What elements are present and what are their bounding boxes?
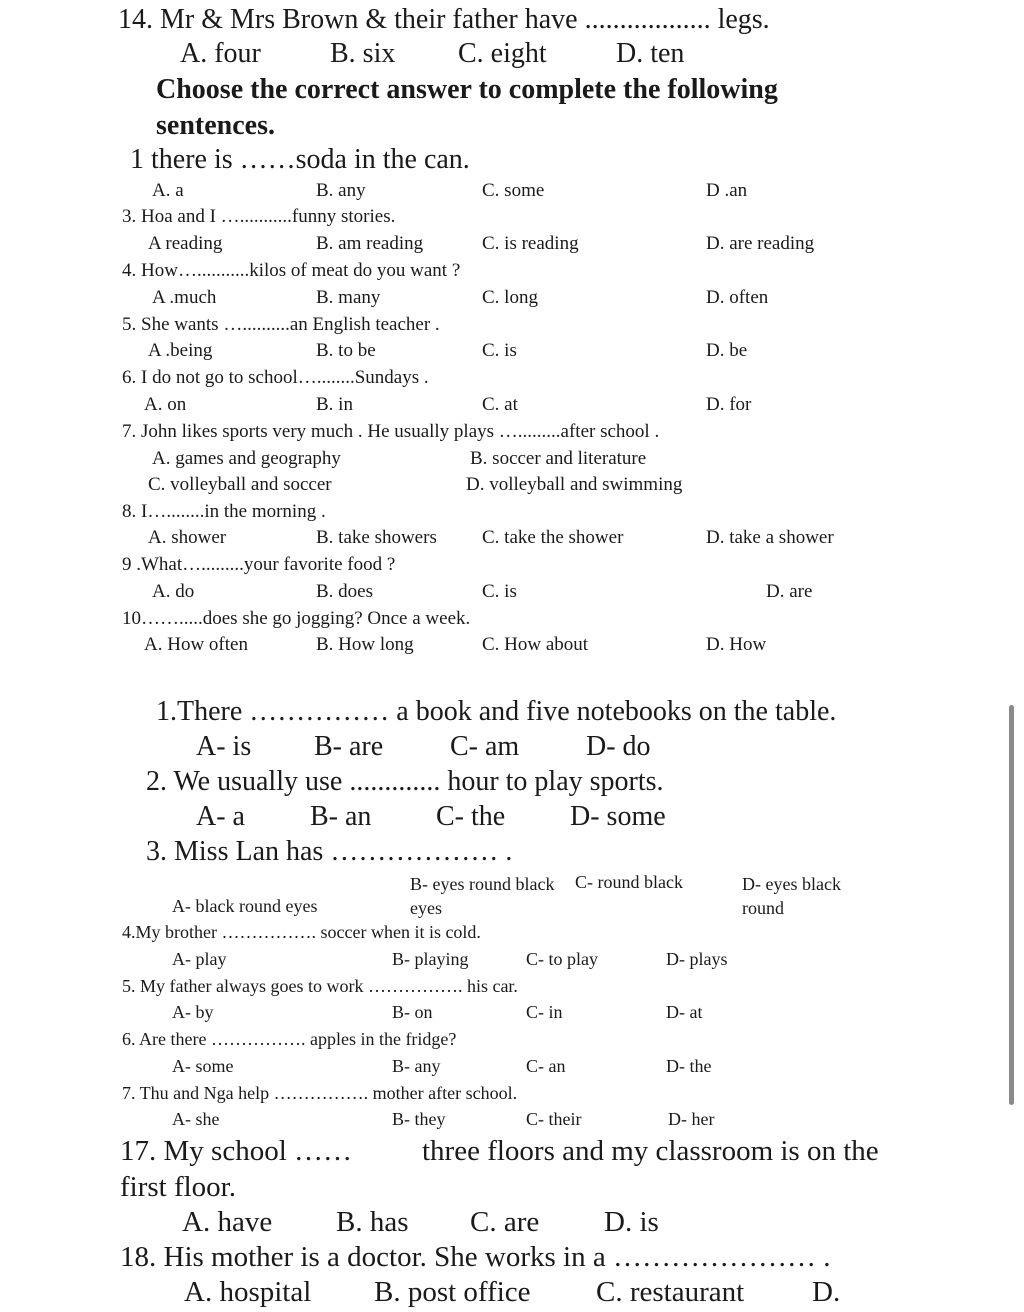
pb-q7-opt-a: A- she: [172, 1109, 220, 1129]
q17-question-part-2: three floors and my classroom is on the: [422, 1135, 879, 1167]
pa-q4-opt-d: D. often: [706, 287, 769, 308]
pb-q1-opt-a: A- is: [196, 731, 252, 762]
pa-q3-opt-a: A reading: [148, 233, 223, 254]
pa-q7-opt-c: C. volleyball and soccer: [148, 474, 332, 495]
pa-q6-opt-d: D. for: [706, 394, 752, 415]
pa-q9-question: 9 .What….........your favorite food ?: [122, 554, 396, 575]
pa-q3-opt-c: C. is reading: [482, 233, 579, 254]
pa-q3-opt-d: D. are reading: [706, 233, 815, 254]
pa-q3-opt-b: B. am reading: [316, 233, 424, 254]
pb-q3-opt-d: D- eyes black round: [742, 874, 841, 918]
pb-q3-question: 3. Miss Lan has ……………… .: [146, 836, 513, 867]
pa-q9-opt-d: D. are: [766, 581, 813, 602]
pb-q2-opt-a: A- a: [196, 801, 245, 832]
pb-q5-opt-c: C- in: [526, 1002, 563, 1022]
pa-q6-opt-c: C. at: [482, 394, 518, 415]
pb-q2-question: 2. We usually use ............. hour to play sports.: [146, 766, 664, 797]
pb-q4-opt-c: C- to play: [526, 949, 598, 969]
pb-q1-opt-b: B- are: [314, 731, 384, 762]
pb-q2-opt-b: B- an: [310, 801, 372, 832]
vertical-scrollbar[interactable]: [1009, 705, 1014, 1105]
pb-q5-opt-a: A- by: [172, 1002, 214, 1022]
pb-q1-opt-d: D- do: [586, 731, 651, 762]
q18-opt-a: A. hospital: [184, 1276, 312, 1308]
pa-q7-opt-a: A. games and geography: [152, 448, 341, 469]
pb-q6-question: 6. Are there ……………. apples in the fridge?: [122, 1029, 457, 1049]
pb-q2-opt-d: D- some: [570, 801, 666, 832]
q17-question-line-2: first floor.: [120, 1171, 236, 1203]
pa-q9-opt-b: B. does: [316, 581, 373, 602]
pa-q5-opt-a: A .being: [148, 340, 213, 361]
pb-q7-opt-c: C- their: [526, 1109, 582, 1129]
pa-q8-opt-a: A. shower: [148, 527, 227, 548]
pa-q9-opt-c: C. is: [482, 581, 517, 602]
pb-q3-opt-a: A- black round eyes: [172, 896, 318, 916]
q18-question: 18. His mother is a doctor. She works in a ………………… .: [120, 1241, 831, 1273]
pa-q6-opt-a: A. on: [144, 394, 187, 415]
pa-q7-opt-d: D. volleyball and swimming: [466, 474, 683, 495]
q14-option-c: C. eight: [458, 38, 547, 69]
pa-q4-opt-a: A .much: [152, 287, 217, 308]
pa-q10-opt-d: D. How: [706, 634, 767, 655]
q17-opt-a: A. have: [182, 1206, 273, 1238]
pa-q7-opt-b: B. soccer and literature: [470, 448, 647, 469]
pa-q4-question: 4. How…...........kilos of meat do you want ?: [122, 260, 461, 281]
pb-q6-opt-a: A- some: [172, 1056, 234, 1076]
pa-q8-question: 8. I…........in the morning .: [122, 501, 326, 522]
pb-q5-opt-b: B- on: [392, 1002, 433, 1022]
pa-q10-opt-c: C. How about: [482, 634, 589, 655]
q14-option-d: D. ten: [616, 38, 685, 69]
q17-question-part-1: 17. My school ……: [120, 1135, 352, 1167]
pa-q6-opt-b: B. in: [316, 394, 353, 415]
q17-opt-b: B. has: [336, 1206, 409, 1238]
pa-q1-opt-a: A. a: [152, 180, 184, 201]
pb-q1-opt-c: C- am: [450, 731, 520, 762]
pb-q3-opt-b: B- eyes round black eyes: [410, 874, 555, 918]
pb-q5-question: 5. My father always goes to work ……………. his car.: [122, 976, 518, 996]
pa-q10-opt-a: A. How often: [144, 634, 248, 655]
pa-q10-opt-b: B. How long: [316, 634, 414, 655]
pb-q4-opt-b: B- playing: [392, 949, 469, 969]
q18-opt-c: C. restaurant: [596, 1276, 745, 1308]
pa-q5-opt-d: D. be: [706, 340, 748, 361]
pa-q1-opt-c: C. some: [482, 180, 545, 201]
pb-q7-opt-b: B- they: [392, 1109, 446, 1129]
pb-q7-question: 7. Thu and Nga help ……………. mother after school.: [122, 1083, 518, 1103]
pb-q6-opt-c: C- an: [526, 1056, 566, 1076]
pa-q1-opt-d: D .an: [706, 180, 748, 201]
pb-q4-opt-a: A- play: [172, 949, 227, 969]
pb-q4-question: 4.My brother ……………. soccer when it is cold.: [122, 922, 481, 942]
instruction-line-2: sentences.: [156, 110, 275, 141]
pa-q5-opt-c: C. is: [482, 340, 517, 361]
pa-q5-opt-b: B. to be: [316, 340, 376, 361]
pb-q3-opt-c: C- round black: [575, 872, 683, 892]
pa-q10-question: 10…….....does she go jogging? Once a week.: [122, 608, 471, 629]
pb-q1-question: 1.There …………… a book and five notebooks on the table.: [156, 696, 837, 727]
q18-opt-d: D.: [812, 1276, 841, 1308]
q14-option-a: A. four: [180, 38, 261, 69]
pb-q7-opt-d: D- her: [668, 1109, 715, 1129]
q14-option-b: B. six: [330, 38, 396, 69]
pa-q9-opt-a: A. do: [152, 581, 195, 602]
pb-q5-opt-d: D- at: [666, 1002, 703, 1022]
q18-opt-b: B. post office: [374, 1276, 531, 1308]
pa-q8-opt-b: B. take showers: [316, 527, 437, 548]
q14-question: 14. Mr & Mrs Brown & their father have .................. legs.: [118, 4, 770, 35]
q17-opt-d: D. is: [604, 1206, 659, 1238]
pa-q4-opt-c: C. long: [482, 287, 538, 308]
pa-q5-question: 5. She wants …..........an English teacher .: [122, 314, 440, 335]
pb-q6-opt-b: B- any: [392, 1056, 441, 1076]
pa-q8-opt-c: C. take the shower: [482, 527, 624, 548]
pa-q6-question: 6. I do not go to school…........Sundays .: [122, 367, 429, 388]
pa-q8-opt-d: D. take a shower: [706, 527, 834, 548]
pa-q1-opt-b: B. any: [316, 180, 366, 201]
pa-q3-question: 3. Hoa and I …...........funny stories.: [122, 206, 396, 227]
pa-q4-opt-b: B. many: [316, 287, 381, 308]
pa-q7-question: 7. John likes sports very much . He usually plays ….........after school .: [122, 421, 660, 442]
instruction-line-1: Choose the correct answer to complete the following: [156, 74, 778, 105]
pb-q6-opt-d: D- the: [666, 1056, 712, 1076]
q17-opt-c: C. are: [470, 1206, 540, 1238]
pb-q2-opt-c: C- the: [436, 801, 506, 832]
pa-q1-question: 1 there is ……soda in the can.: [130, 144, 470, 175]
pb-q4-opt-d: D- plays: [666, 949, 728, 969]
